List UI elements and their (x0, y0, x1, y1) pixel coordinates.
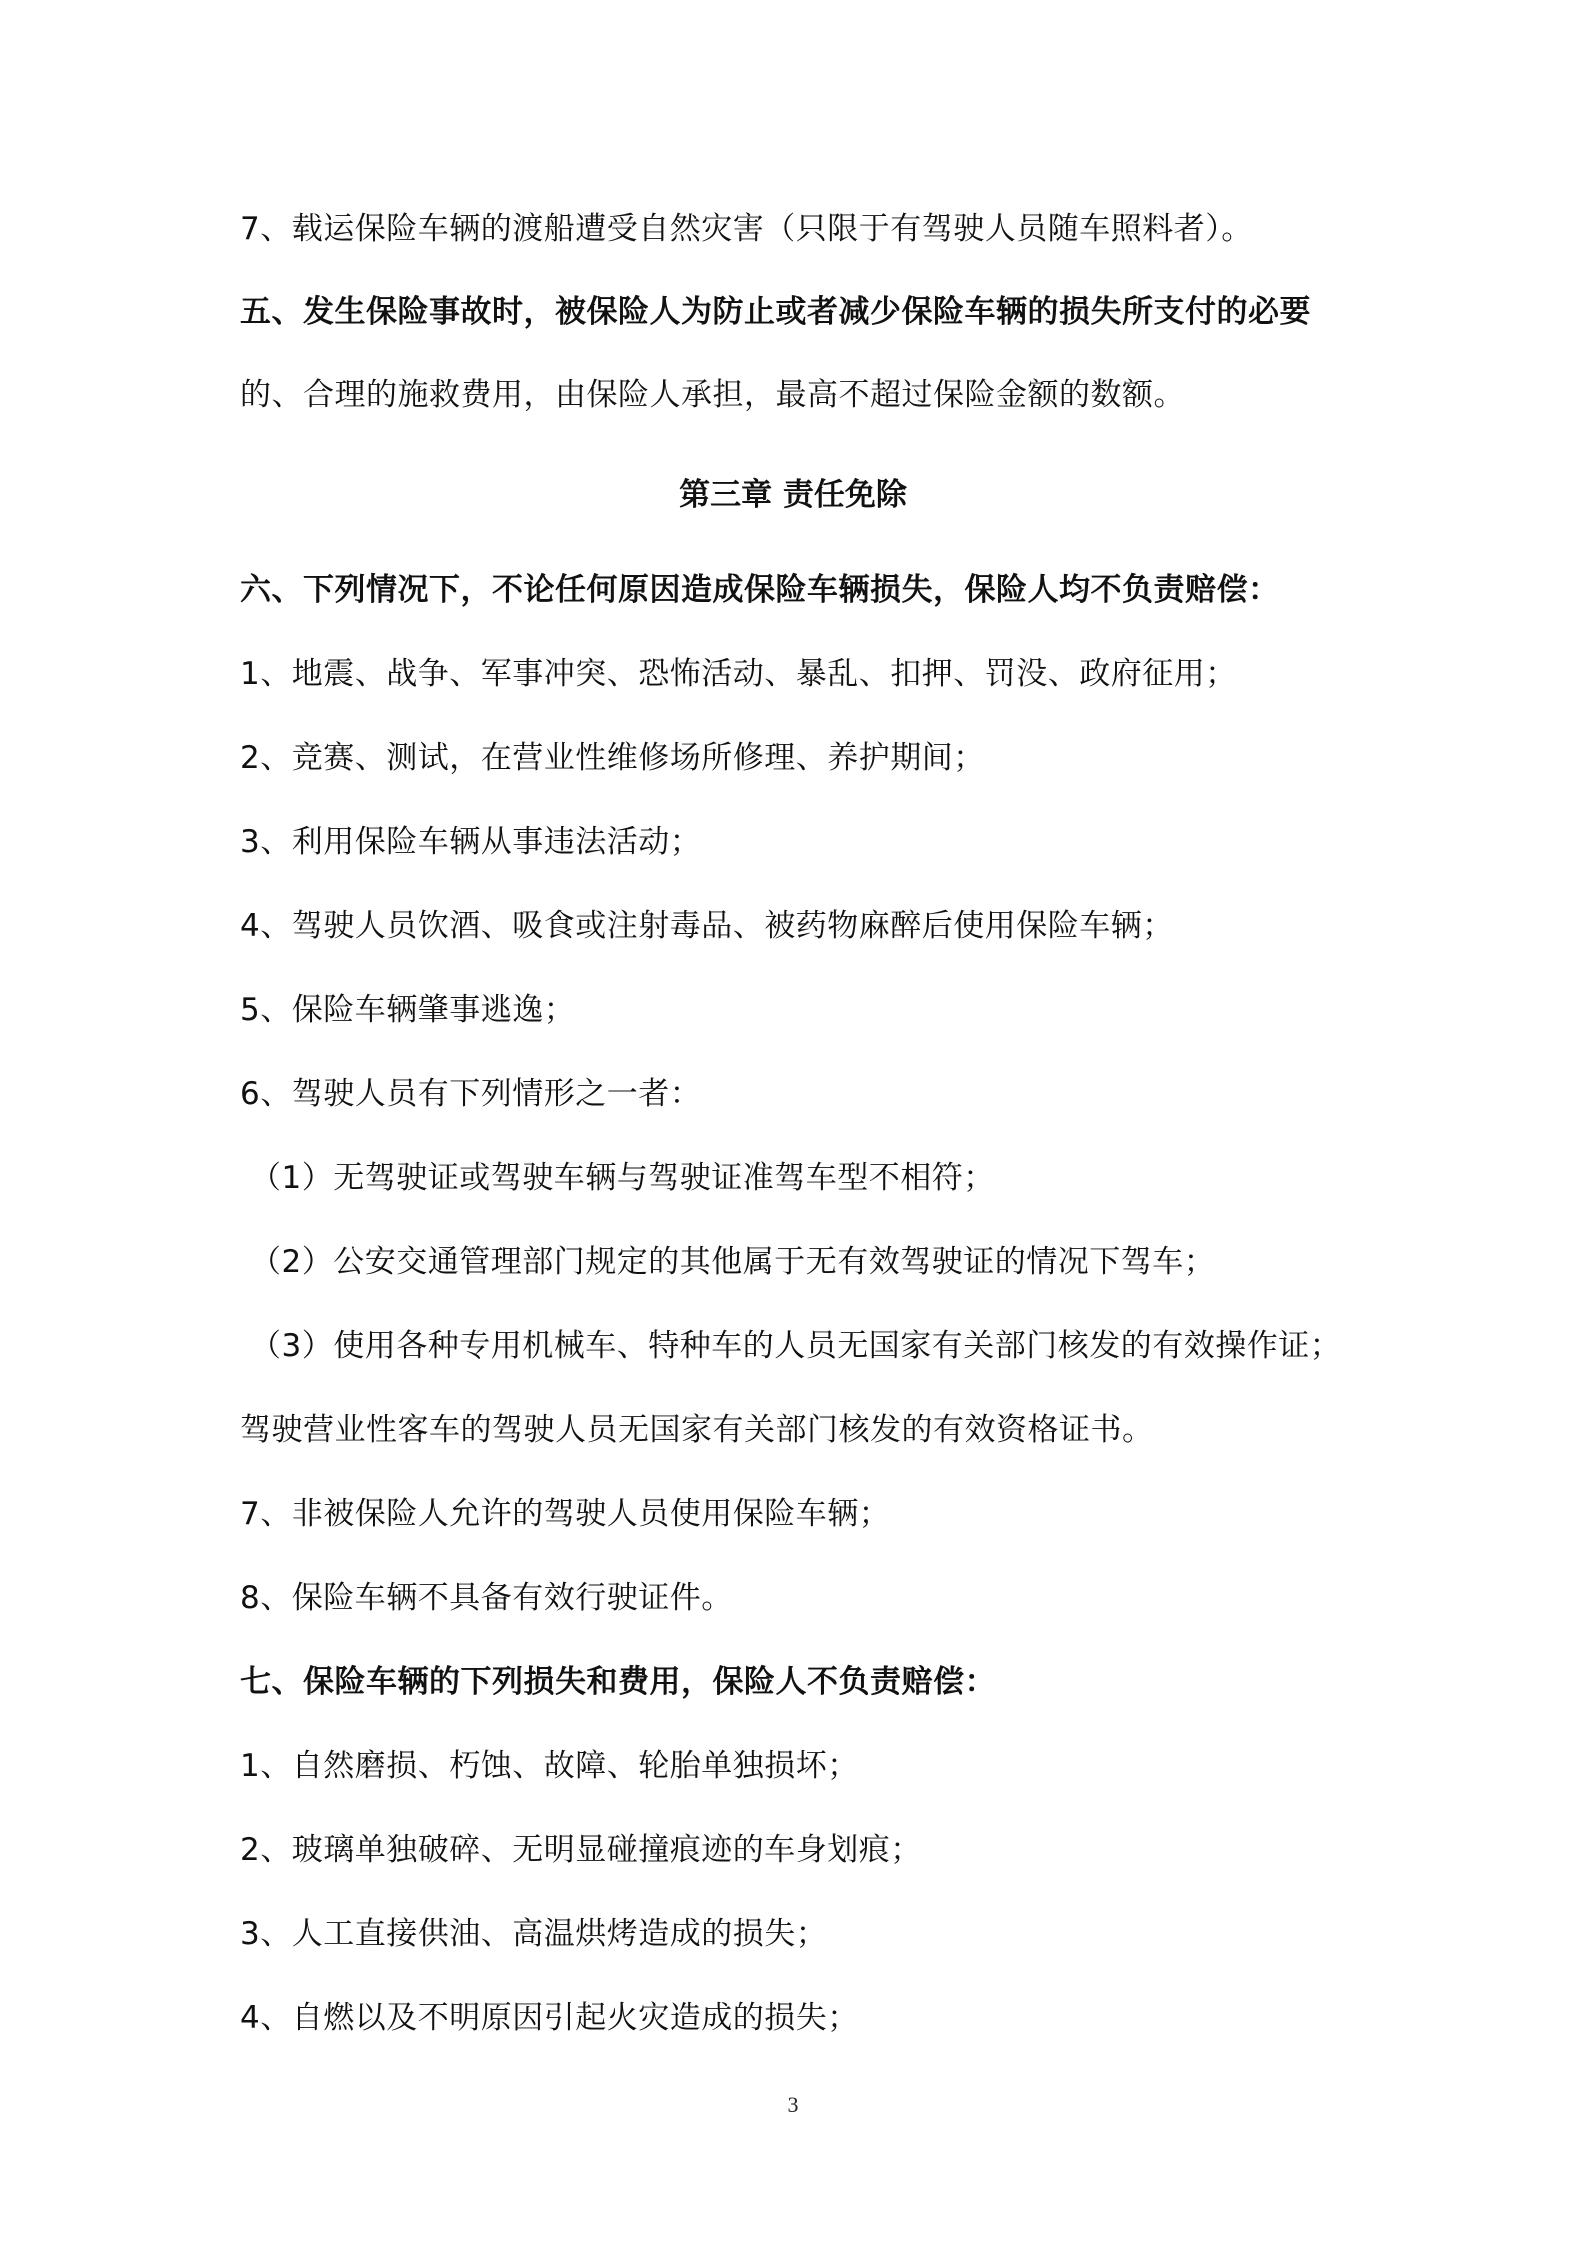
section-seven-item-3: 3、人工直接供油、高温烘烤造成的损失； (240, 1916, 828, 1952)
chapter-heading: 第三章 责任免除 (679, 477, 907, 513)
section-six-subitem-3-cont: 驾驶营业性客车的驾驶人员无国家有关部门核发的有效资格证书。 (240, 1412, 1154, 1448)
section-six-item-6: 6、驾驶人员有下列情形之一者： (240, 1076, 702, 1112)
section-seven-item-4: 4、自燃以及不明原因引起火灾造成的损失； (240, 2000, 859, 2036)
section-six-subitem-3: （3）使用各种专用机械车、特种车的人员无国家有关部门核发的有效操作证； (250, 1328, 1342, 1364)
clause-item-7-ferry: 7、载运保险车辆的渡船遭受自然灾害（只限于有驾驶人员随车照料者）。 (240, 211, 1253, 247)
section-six-item-4: 4、驾驶人员饮酒、吸食或注射毒品、被药物麻醉后使用保险车辆； (240, 908, 1174, 944)
page-number: 3 (787, 2092, 799, 2117)
section-seven-item-2: 2、玻璃单独破碎、无明显碰撞痕迹的车身划痕； (240, 1832, 922, 1868)
section-six-item-2: 2、竞赛、测试，在营业性维修场所修理、养护期间； (240, 740, 985, 776)
section-six-item-5: 5、保险车辆肇事逃逸； (240, 992, 576, 1028)
clause-five-line-2: 的、合理的施救费用，由保险人承担，最高不超过保险金额的数额。 (240, 377, 1185, 413)
section-six-item-3: 3、利用保险车辆从事违法活动； (240, 824, 702, 860)
section-six-item-8: 8、保险车辆不具备有效行驶证件。 (240, 1580, 733, 1616)
section-seven-title: 七、保险车辆的下列损失和费用，保险人不负责赔偿： (240, 1664, 996, 1700)
section-six-title: 六、下列情况下，不论任何原因造成保险车辆损失，保险人均不负责赔偿： (240, 572, 1280, 608)
clause-five-line-1: 五、发生保险事故时，被保险人为防止或者减少保险车辆的损失所支付的必要 (240, 294, 1311, 330)
section-six-item-1: 1、地震、战争、军事冲突、恐怖活动、暴乱、扣押、罚没、政府征用； (240, 656, 1237, 692)
section-six-subitem-1: （1）无驾驶证或驾驶车辆与驾驶证准驾车型不相符； (250, 1160, 995, 1196)
section-six-item-7: 7、非被保险人允许的驾驶人员使用保险车辆； (240, 1496, 891, 1532)
section-six-subitem-2: （2）公安交通管理部门规定的其他属于无有效驾驶证的情况下驾车； (250, 1244, 1216, 1280)
section-seven-item-1: 1、自然磨损、朽蚀、故障、轮胎单独损坏； (240, 1748, 859, 1784)
